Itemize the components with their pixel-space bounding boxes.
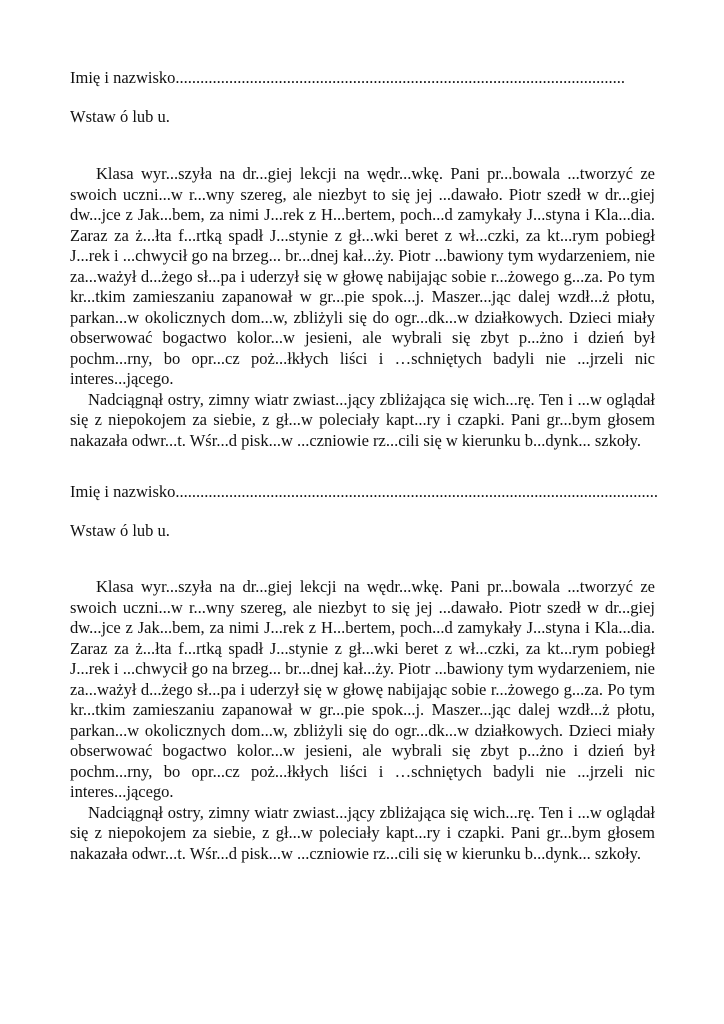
name-field-label-1: Imię i nazwisko............................................................................................................. <box>70 68 626 87</box>
exercise-paragraph-1b: Nadciągnął ostry, zimny wiatr zwiast...jący zbliżająca się wich...rę. Ten i ...w oglądał się z niepokojem za siebie, z gł...w poleciały kapt...ry i czapki. Pani gr...bym głosem nakazała odwr...t. Wśr...d pisk...w ...czniowie rz...cili się w kierunku b...dynk... szkoły. <box>70 389 655 450</box>
exercise-paragraph-2b: Nadciągnął ostry, zimny wiatr zwiast...jący zbliżająca się wich...rę. Ten i ...w oglądał się z niepokojem za siebie, z gł...w poleciały kapt...ry i czapki. Pani gr...bym głosem nakazała odwr...t. Wśr...d pisk...w ...czniowie rz...cili się w kierunku b...dynk... szkoły. <box>70 802 655 863</box>
instruction-2: Wstaw ó lub u. <box>70 521 170 540</box>
exercise-text-1 <box>70 164 655 451</box>
instruction-1: Wstaw ó lub u. <box>70 107 170 126</box>
name-field-label-2: Imię i nazwisko..................................................................................................................... <box>70 482 659 501</box>
exercise-paragraph-2a: Klasa wyr...szyła na dr...giej lekcji na wędr...wkę. Pani pr...bowala ...tworzyć ze swoich uczni...w r...wny szereg, ale niezbyt to się jej ...dawało. Piotr szedł w dr...giej dw...jce z Jak...bem, za nimi J...rek z H...bertem, poch...d zamykały J...styna i Kla...dia. Zaraz za ż...łta f...rtką spadł J...stynie z gł...wki beret z wł...czki, za kt...rym pobiegł J...rek i ...chwycił go na brzeg... br...dnej kał...ży. Piotr ...bawiony tym wydarzeniem, nie za...ważył d...żego sł...pa i uderzył się w głowę nabijając sobie r...żowego g...za. Po tym kr...tkim zamieszaniu zapanował w gr...pie spok...j. Maszer...jąc dalej wzdł...ż płotu, parkan...w okolicznych dom...w, zbliżyli się do ogr...dk...w działkowych. Dzieci miały obserwować bogactwo kolor...w jesieni, ale wybrali się zbyt p...żno i dzień był pochm...rny, bo opr...cz poż...łkłych liści i …schniętych badyli nie ...jrzeli nic interes...jącego. <box>70 577 655 801</box>
exercise-paragraph-1a: Klasa wyr...szyła na dr...giej lekcji na wędr...wkę. Pani pr...bowala ...tworzyć ze swoich uczni...w r...wny szereg, ale niezbyt to się jej ...dawało. Piotr szedł w dr...giej dw...jce z Jak...bem, za nimi J...rek z H...bertem, poch...d zamykały J...styna i Kla...dia. Zaraz za ż...łta f...rtką spadł J...stynie z gł...wki beret z wł...czki, za kt...rym pobiegł J...rek i ...chwycił go na brzeg... br...dnej kał...ży. Piotr ...bawiony tym wydarzeniem, nie za...ważył d...żego sł...pa i uderzył się w głowę nabijając sobie r...żowego g...za. Po tym kr...tkim zamieszaniu zapanował w gr...pie spok...j. Maszer...jąc dalej wzdł...ż płotu, parkan...w okolicznych dom...w, zbliżyli się do ogr...dk...w działkowych. Dzieci miały obserwować bogactwo kolor...w jesieni, ale wybrali się zbyt p...żno i dzień był pochm...rny, bo opr...cz poż...łkłych liści i …schniętych badyli nie ...jrzeli nic interes...jącego. <box>70 164 655 388</box>
exercise-text-2 <box>70 577 655 864</box>
